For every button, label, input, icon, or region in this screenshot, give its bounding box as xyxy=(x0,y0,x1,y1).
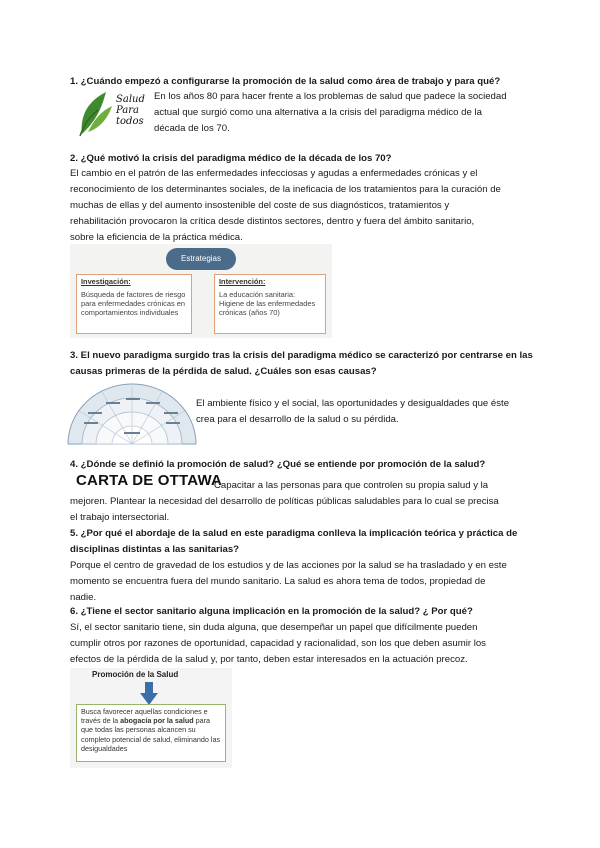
logo-word-3: todos xyxy=(116,116,144,127)
q2-title: 2. ¿Qué motivó la crisis del paradigma médico de la década de los 70? xyxy=(70,153,392,164)
promotion-text-a: Busca favorecer aquellas condiciones e través de la xyxy=(81,707,208,726)
leaf-icon xyxy=(76,88,116,138)
determinants-arc-diagram xyxy=(66,382,198,446)
logo-word-1: Salud xyxy=(116,94,145,105)
logo-word-2: Para xyxy=(116,105,139,116)
health-promotion-figure xyxy=(70,668,232,768)
q2-answer-line: sobre la eficiencia de la práctica médica. xyxy=(70,232,243,243)
research-text: Búsqueda de factores de riesgo para enfermedades crónicas en comportamientos individuales xyxy=(81,290,186,317)
q6-answer-line: efectos de la pérdida de la salud y, por tanto, deben estar interesados en la actuación precoz. xyxy=(70,654,468,665)
q4-title: 4. ¿Dónde se definió la promoción de salud? ¿Qué se entiende por promoción de la salud? xyxy=(70,459,486,470)
q1-title: 1. ¿Cuándo empezó a configurarse la promoción de la salud como área de trabajo y para qué? xyxy=(70,76,501,87)
intervention-text: La educación sanitaria: Higiene de las enfermedades crónicas (años 70) xyxy=(219,290,316,317)
promotion-definition-box xyxy=(76,704,226,762)
q4-answer-line: Capacitar a las personas para que controlen su propia salud y la xyxy=(214,480,489,491)
research-heading: Investigación: xyxy=(81,277,131,286)
q2-answer-line: muchas de ellas y del aumento insostenible del coste de sus diagnósticos, tratamientos y xyxy=(70,200,450,211)
q1-answer-line: actual que surgió como una alternativa a la crisis del paradigma médico de la xyxy=(154,107,482,118)
salud-para-todos-logo xyxy=(76,88,150,138)
q3-title: 3. El nuevo paradigma surgido tras la crisis del paradigma médico se caracterizó por centrarse en las xyxy=(70,350,533,361)
q4-answer-line: mejoren. Plantear la necesidad del desarrollo de políticas públicas saludables para lo cual se precisa xyxy=(70,496,499,507)
promotion-text-b: para que todas las personas alcancen su completo potencial de salud, eliminando las desigualdades xyxy=(81,716,221,753)
intervention-box xyxy=(214,274,326,334)
q3-answer-line: El ambiente físico y el social, las oportunidades y desigualdades que éste xyxy=(196,398,510,409)
promotion-text-bold: abogacía por la salud xyxy=(120,716,194,726)
research-box xyxy=(76,274,192,334)
q5-title: 5. ¿Por qué el abordaje de la salud en este paradigma conlleva la implicación teórica y práctica de xyxy=(70,528,518,539)
q5-title: disciplinas distintas a las sanitarias? xyxy=(70,544,240,555)
strategies-figure xyxy=(70,244,332,338)
promotion-figure-title: Promoción de la Salud xyxy=(92,670,179,679)
q1-answer-line: En los años 80 para hacer frente a los problemas de salud que padece la sociedad xyxy=(154,91,507,102)
ottawa-charter-heading: CARTA DE OTTAWA xyxy=(76,472,223,489)
q3-title: causas primeras de la pérdida de salud. ¿Cuáles son esas causas? xyxy=(70,366,377,377)
arrow-down-icon xyxy=(140,682,158,706)
q5-answer-line: nadie. xyxy=(70,592,97,603)
q2-answer-line: El cambio en el patrón de las enfermedades infecciosas y agudas a enfermedades crónicas y el xyxy=(70,168,478,179)
q5-answer-line: momento se encuentra fuera del mundo sanitario. La salud es ahora tema de todos, propiedad de xyxy=(70,576,486,587)
q6-answer-line: Sí, el sector sanitario tiene, sin duda alguna, que desempeñar un papel que difícilmente pueden xyxy=(70,622,478,633)
q1-answer-line: década de los 70. xyxy=(154,123,230,134)
q6-title: 6. ¿Tiene el sector sanitario alguna implicación en la promoción de la salud? ¿ Por qué? xyxy=(70,606,473,617)
q5-answer-line: Porque el centro de gravedad de los estudios y de las acciones por la salud se ha trasladado y en este xyxy=(70,560,507,571)
q2-answer-line: rehabilitación provocaron la crítica desde distintos sectores, dentro y fuera del ámbito sanitario, xyxy=(70,216,475,227)
q3-answer-line: crea para el desarrollo de la salud o su pérdida. xyxy=(196,414,399,425)
q6-answer-line: cumplir otros por razones de oportunidad, capacidad y racionalidad, son los que deben asumir los xyxy=(70,638,486,649)
q2-answer-line: reconocimiento de los determinantes sociales, de la ineficacia de los tratamientos para la curación de xyxy=(70,184,501,195)
q4-answer-line: el trabajo intersectorial. xyxy=(70,512,170,523)
intervention-heading: Intervención: xyxy=(219,277,266,286)
strategies-pill: Estrategias xyxy=(166,248,236,270)
